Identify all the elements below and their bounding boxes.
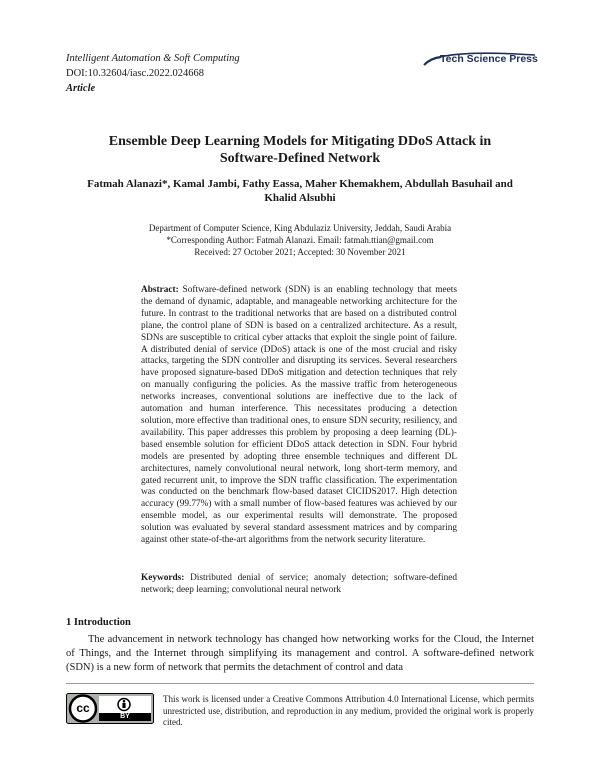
- license-divider: [66, 683, 534, 684]
- author-list: [60, 177, 540, 205]
- title-line-2: Software-Defined Network: [219, 151, 381, 166]
- abstract-text: Software-defined network (SDN) is an enabling technology that meets the demand of dynamic, adaptable, and manageable networking architecture for the future. In contrast to the traditional networks that are based on a distributed control plane, the control plane of SDN is based on a centralized architecture. As a result, SDNs are susceptible to critical cyber attacks that exploit the single point of failure. A distributed denial of service (DDoS) attack is one of the most crucial and risky attacks, targeting the SDN controller and disrupting its services. Several researchers have proposed signature-based DDoS mitigation and detection techniques that rely on manually configuring the policies. As the massive traffic from heterogeneous networks increases, conventional solutions are ineffective due to the lack of automation and human interference. This necessitates producing a detection solution, more effective than traditional ones, to ensure SDN security, resiliency, and availability. This paper addresses this problem by proposing a deep learning (DL)-based ensemble solution for efficient DDoS attack detection in SDN. Four hybrid models are presented by adopting three ensemble techniques and different DL architectures, namely convolutional neural network, long short-term memory, and gated recurrent unit, to improve the SDN traffic classification. The experimentation was conducted on the benchmark flow-based dataset CICIDS2017. High detection accuracy (99.77%) with a small number of flow-based features was achieved by our ensemble model, as our experimental results will demonstrate. The proposed solution was evaluated by several standard assessment matrices and by comparing against other state-of-the-art algorithms from the network security literature.: [141, 285, 457, 546]
- title-line-1: Ensemble Deep Learning Models for Mitigating DDoS Attack in: [108, 134, 492, 149]
- keywords-label: Keywords:: [141, 573, 185, 583]
- publisher-name: Tech Science Press: [440, 53, 538, 65]
- section-heading: 1 Introduction: [66, 617, 131, 628]
- affiliation: Department of Computer Science, King Abdulaziz University, Jeddah, Saudi Arabia: [148, 223, 452, 233]
- cc-badge-label: cc: [76, 701, 90, 715]
- abstract-label: Abstract:: [141, 285, 179, 295]
- introduction-paragraph: The advancement in network technology has changed how networking works for the Cloud, the Internet of Things, and the Internet through simplifying its management and control. A software-defined network (SDN) is a new form of network that permits the detachment of control and data: [66, 634, 534, 673]
- abstract: [141, 285, 457, 547]
- cc-by-badge[interactable]: [66, 693, 154, 724]
- by-badge-label: BY: [120, 713, 130, 720]
- article-type: Article: [66, 83, 96, 94]
- journal-name: Intelligent Automation & Soft Computing: [66, 53, 240, 64]
- paper-title: [40, 133, 560, 167]
- keywords-text: Distributed denial of service; anomaly detection; software-defined network; deep learning; convolutional neural network: [141, 573, 458, 595]
- affiliation-block: [60, 222, 540, 258]
- keywords: [141, 573, 457, 597]
- license-statement: This work is licensed under a Creative Commons Attribution 4.0 International License, which permits unrestricted use, distribution, and reproduction in any medium, provided the original work is properly cited.: [163, 694, 534, 727]
- doi: DOI:10.32604/iasc.2022.024668: [66, 68, 204, 79]
- authors-line-1: Fatmah Alanazi*, Kamal Jambi, Fathy Eassa, Maher Khemakhem, Abdullah Basuhail and: [87, 178, 513, 190]
- publisher-logo: [423, 51, 538, 69]
- authors-line-2: Khalid Alsubhi: [264, 192, 336, 204]
- corresponding-author: *Corresponding Author: Fatmah Alanazi. Email: fatmah.ttian@gmail.com: [166, 235, 434, 245]
- received-accepted-dates: Received: 27 October 2021; Accepted: 30 November 2021: [194, 247, 406, 257]
